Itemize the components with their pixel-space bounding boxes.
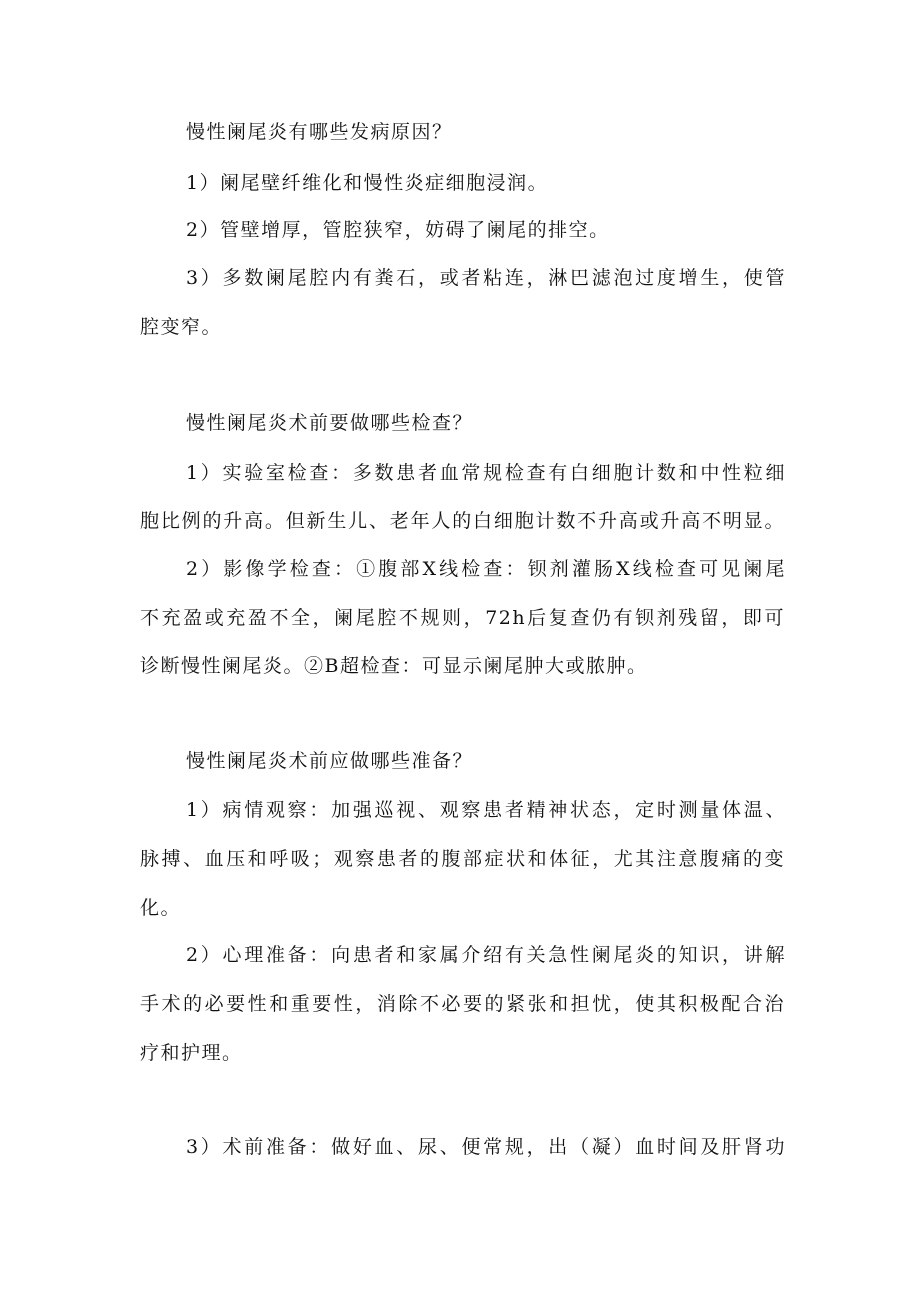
section-3-heading: 慢性阑尾炎术前应做哪些准备？: [186, 750, 474, 772]
section-3-line-3: 化。: [140, 897, 182, 919]
section-3-line-6: 疗和护理。: [140, 1042, 243, 1064]
section-1-heading: 慢性阑尾炎有哪些发病原因？: [186, 121, 453, 143]
section-2-line-5: 诊断慢性阑尾炎。②B超检查：可显示阑尾肿大或脓肿。: [140, 655, 648, 677]
section-2-heading: 慢性阑尾炎术前要做哪些检查？: [186, 412, 474, 434]
section-2-line-1: 1）实验室检查：多数患者血常规检查有白细胞计数和中性粒细: [186, 462, 786, 484]
section-1-line-4: 腔变窄。: [140, 316, 223, 338]
section-3-line-1: 1）病情观察：加强巡视、观察患者精神状态，定时测量体温、: [186, 799, 786, 821]
section-1-line-3: 3）多数阑尾腔内有粪石，或者粘连，淋巴滤泡过度增生，使管: [186, 267, 786, 289]
section-1-line-1: 1）阑尾壁纤维化和慢性炎症细胞浸润。: [186, 172, 549, 194]
section-1-line-2: 2）管壁增厚，管腔狭窄，妨碍了阑尾的排空。: [186, 219, 610, 241]
section-2-line-4: 不充盈或充盈不全，阑尾腔不规则，72h后复查仍有钡剂残留，即可: [140, 607, 785, 629]
section-3-line-5: 手术的必要性和重要性，消除不必要的紧张和担忧，使其积极配合治: [140, 993, 785, 1015]
section-3-line-2: 脉搏、血压和呼吸；观察患者的腹部症状和体征，尤其注意腹痛的变: [140, 848, 785, 870]
section-2-line-3: 2）影像学检查：①腹部X线检查：钡剂灌肠X线检查可见阑尾: [186, 558, 786, 580]
section-2-line-2: 胞比例的升高。但新生儿、老年人的白细胞计数不升高或升高不明显。: [140, 510, 785, 532]
section-3-line-4: 2）心理准备：向患者和家属介绍有关急性阑尾炎的知识，讲解: [186, 944, 786, 966]
section-3-line-7: 3）术前准备：做好血、尿、便常规，出（凝）血时间及肝肾功: [186, 1136, 786, 1158]
